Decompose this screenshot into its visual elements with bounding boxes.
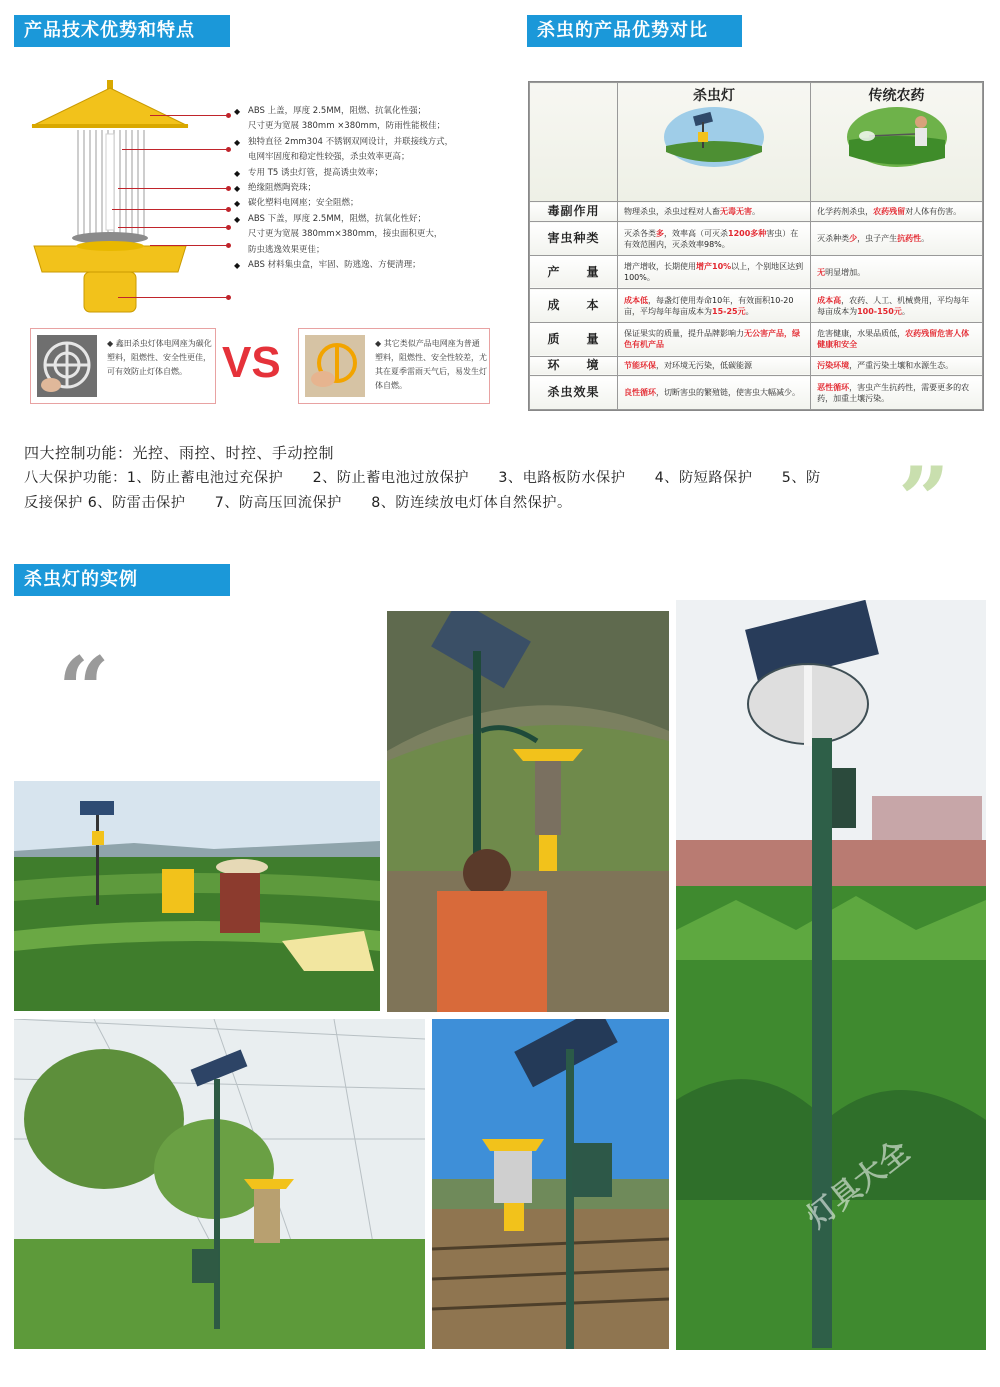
feature-pointer <box>118 227 228 228</box>
feature-item: ◆ 碳化塑料电网座；安全阻燃； <box>234 198 359 209</box>
feature-item: 尺寸更为宽展 380mm×380mm，接虫面积更大， <box>248 229 443 240</box>
pesticide-cell: 污染环境，严重污染土壤和水源生态。 <box>811 356 983 376</box>
table-row-header: 成 本 <box>530 289 618 323</box>
table-row-header: 环 境 <box>530 356 618 376</box>
protection-functions: 八大保护功能：1、防止蓄电池过充保护 2、防止蓄电池过放保护 3、电路板防水保护 4、防短路保护 5、防 <box>24 470 821 486</box>
ordinary-plastic-base-photo <box>305 335 365 397</box>
table-row <box>530 376 983 410</box>
vs-left-text: ◆ 鑫田杀虫灯体电网座为碳化塑料，阻燃性、安全性更佳，可有效防止灯体自燃。 <box>107 339 212 376</box>
section-title-comparison: 杀虫的产品优势对比 <box>527 15 742 47</box>
pesticide-cell: 灭杀种类少，虫子产生抗药性。 <box>811 222 983 256</box>
pesticide-cell: 恶性循环，害虫产生抗药性，需要更多的农药，加重土壤污染。 <box>811 376 983 410</box>
feature-item: ◆ 绝缘阻燃陶瓷珠； <box>234 183 317 194</box>
protection-functions-cont: 反接保护 6、防雷击保护 7、防高压回流保护 8、防连续放电灯体自然保护。 <box>24 495 572 511</box>
table-row-header: 毒副作用 <box>530 202 618 222</box>
vs-right-text: ◆ 其它类似产品电网座为普通塑料，阻燃性、安全性较差，尤其在夏季雷雨天气后，易发生灯体自燃。 <box>375 339 487 390</box>
example-photo-tea-field <box>14 781 380 1011</box>
feature-item: ◆ 专用 T5 诱虫灯管，提高诱虫效率； <box>234 167 384 178</box>
table-row-header: 质 量 <box>530 322 618 356</box>
table-row <box>530 356 983 376</box>
section-title-examples: 杀虫灯的实例 <box>14 564 230 596</box>
table-header-lamp: 杀虫灯 <box>618 83 811 202</box>
example-photo-farmland-lamp <box>432 1019 669 1349</box>
lamp-cell: 增产增收，长期使用增产10%以上，个别地区达到100%。 <box>618 255 811 289</box>
lamp-cell: 灭杀各类多，效率高（可灭杀1200多种害虫）在有效范围内，灭杀效率98%。 <box>618 222 811 256</box>
example-photo-corn-field-lamp <box>676 600 986 1350</box>
table-row <box>530 255 983 289</box>
feature-item: ◆ ABS 上盖，厚度 2.5MM，阻燃、抗氧化性强； <box>234 106 426 116</box>
lamp-field-thumbnail <box>662 106 766 168</box>
section-title-advantages: 产品技术优势和特点 <box>14 15 230 47</box>
watermark: 灯具大全 <box>800 1134 917 1236</box>
lamp-cell: 保证果实的质量，提升品牌影响力无公害产品，绿色有机产品 <box>618 322 811 356</box>
table-row-header: 产 量 <box>530 255 618 289</box>
table-header-pesticide: 传统农药 <box>811 83 983 202</box>
pesticide-spray-thumbnail <box>845 106 949 168</box>
open-quote-icon: “ <box>58 637 110 743</box>
feature-item: 尺寸更为宽展 380mm ×380mm，防雨性能极佳； <box>248 121 446 132</box>
close-quote-icon: ” <box>898 447 950 553</box>
feature-pointer <box>150 115 228 116</box>
control-functions: 四大控制功能：光控、雨控、时控、手动控制 <box>24 444 335 462</box>
feature-pointer <box>118 188 228 189</box>
feature-item: 防虫逃逸效果更佳； <box>248 244 325 255</box>
feature-pointer <box>112 209 228 210</box>
comparison-table <box>528 81 984 411</box>
carbonized-plastic-base-photo <box>37 335 97 397</box>
table-row <box>530 222 983 256</box>
table-row <box>530 202 983 222</box>
pesticide-cell: 化学药剂杀虫，农药残留对人体有伤害。 <box>811 202 983 222</box>
feature-list <box>228 104 503 273</box>
feature-pointer <box>118 297 228 298</box>
lamp-cell: 成本低，每盏灯使用寿命10年，有效面积10-20亩，平均每年每亩成本为15-25元。 <box>618 289 811 323</box>
feature-pointer <box>150 245 228 246</box>
feature-item: 电网牢固度和稳定性较强，杀虫效率更高； <box>248 152 410 163</box>
table-corner <box>530 83 618 202</box>
feature-pointer <box>122 149 228 150</box>
lamp-cell: 良性循环，切断害虫的繁殖链，使害虫大幅减少。 <box>618 376 811 410</box>
example-photo-orchard-lamp <box>14 1019 425 1349</box>
feature-item: ◆ 独特直径 2mm304 不锈钢双网设计，并联接线方式， <box>234 136 454 147</box>
table-row-header: 杀虫效果 <box>530 376 618 410</box>
lamp-cell: 节能环保，对环境无污染，低碳能源 <box>618 356 811 376</box>
vs-label: VS <box>222 338 281 387</box>
vs-right-box <box>298 328 490 404</box>
feature-item: ◆ ABS 材料集虫盒，牢固、防逃逸、方便清理； <box>234 260 421 271</box>
feature-item: ◆ ABS 下盖，厚度 2.5MM，阻燃，抗氧化性好； <box>234 213 426 224</box>
table-row-header: 害虫种类 <box>530 222 618 256</box>
pesticide-cell: 成本高，农药、人工、机械费用，平均每年每亩成本为100-150元。 <box>811 289 983 323</box>
vs-left-box <box>30 328 216 404</box>
table-row <box>530 322 983 356</box>
insect-lamp-illustration <box>28 78 193 318</box>
pesticide-cell: 无明显增加。 <box>811 255 983 289</box>
table-row <box>530 289 983 323</box>
example-photo-hillside-lamp <box>387 611 669 1012</box>
pesticide-cell: 危害健康，水果品质低，农药残留危害人体健康和安全 <box>811 322 983 356</box>
lamp-cell: 物理杀虫，杀虫过程对人畜无毒无害。 <box>618 202 811 222</box>
